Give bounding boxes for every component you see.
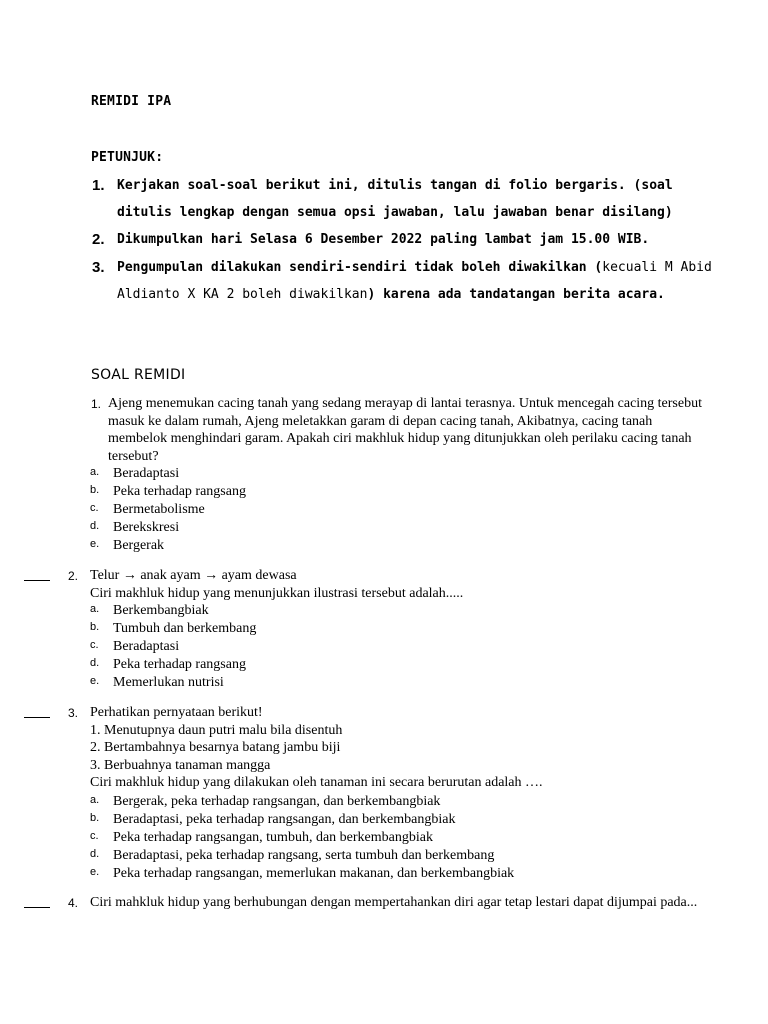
- option-list: [90, 465, 710, 555]
- option-text: Beradaptasi, peka terhadap rangsangan, dan berkembangbiak: [113, 812, 456, 827]
- option-text: Memerlukan nutrisi: [113, 675, 224, 690]
- option-letter: d.: [90, 520, 100, 532]
- option-c[interactable]: [90, 501, 710, 519]
- option-letter: c.: [90, 830, 99, 842]
- option-text: Tumbuh dan berkembang: [113, 621, 257, 636]
- statement-3: 3. Berbuahnya tanaman mangga: [90, 757, 271, 773]
- petunjuk-text: Dikumpulkan hari Selasa 6 Desember 2022 paling lambat jam 15.00 WIB.: [117, 232, 650, 247]
- petunjuk-label: PETUNJUK:: [91, 150, 164, 165]
- question-text: [90, 567, 705, 602]
- question-text: Ciri mahkluk hidup yang berhubungan dengan mempertahankan diri agar tetap lestari dapat dijumpai pada...: [90, 895, 698, 910]
- option-letter: b.: [90, 621, 100, 633]
- option-e[interactable]: [90, 865, 710, 883]
- option-d[interactable]: [90, 656, 710, 674]
- petunjuk-item-1: [92, 172, 712, 226]
- option-c[interactable]: [90, 638, 710, 656]
- petunjuk-item-3: [92, 254, 712, 308]
- option-text: Berkembangbiak: [113, 603, 209, 618]
- option-e[interactable]: [90, 674, 710, 692]
- document-title: REMIDI IPA: [91, 94, 172, 109]
- option-d[interactable]: [90, 847, 710, 865]
- option-letter: b.: [90, 812, 100, 824]
- option-letter: a.: [90, 466, 100, 478]
- question-number: 2.: [68, 569, 79, 583]
- option-text: Berekskresi: [113, 520, 180, 535]
- option-text: Beradaptasi: [113, 466, 180, 481]
- option-a[interactable]: [90, 465, 710, 483]
- petunjuk-text-exception: kecuali M Abid Aldianto X KA 2 boleh diwakilkan: [117, 260, 712, 302]
- option-letter: d.: [90, 848, 100, 860]
- option-list: [90, 793, 710, 883]
- option-letter: b.: [90, 484, 100, 496]
- question-number: 3.: [68, 706, 79, 720]
- option-letter: a.: [90, 794, 100, 806]
- soal-title: SOAL REMIDI: [91, 367, 186, 383]
- question-sequence: Telur → anak ayam → ayam dewasa: [90, 568, 297, 583]
- petunjuk-item-2: [92, 226, 712, 253]
- question-text: Ajeng menemukan cacing tanah yang sedang merayap di lantai terasnya. Untuk mencegah cacing tersebut masuk ke dalam rumah, Ajeng meletakkan garam di depan cacing tanah, Akibatnya, cacing tanah membelok menghindari garam. Apakah ciri makhluk hidup yang ditunjukkan oleh perilaku cacing tanah tersebut?: [108, 396, 702, 464]
- option-c[interactable]: [90, 829, 710, 847]
- question-number: 1.: [91, 397, 102, 411]
- option-text: Bermetabolisme: [113, 502, 205, 517]
- option-text: Peka terhadap rangsang: [113, 657, 246, 672]
- answer-blank[interactable]: [24, 717, 50, 718]
- answer-blank[interactable]: [24, 580, 50, 581]
- petunjuk-number: 3.: [92, 259, 105, 276]
- option-text: Bergerak, peka terhadap rangsangan, dan berkembangbiak: [113, 794, 441, 809]
- question-intro: Perhatikan pernyataan berikut!: [90, 705, 263, 720]
- option-letter: a.: [90, 603, 100, 615]
- option-letter: e.: [90, 538, 100, 550]
- petunjuk-text: [117, 254, 712, 308]
- option-letter: c.: [90, 639, 99, 651]
- petunjuk-text-bold: ) karena ada tandatangan berita acara.: [367, 287, 665, 302]
- option-text: Peka terhadap rangsangan, tumbuh, dan berkembangbiak: [113, 830, 433, 845]
- option-text: Peka terhadap rangsang: [113, 484, 246, 499]
- option-b[interactable]: [90, 811, 710, 829]
- option-letter: d.: [90, 657, 100, 669]
- option-text: Peka terhadap rangsangan, memerlukan makanan, dan berkembangbiak: [113, 866, 515, 881]
- statement-1: 1. Menutupnya daun putri malu bila disentuh: [90, 722, 343, 738]
- option-letter: e.: [90, 866, 100, 878]
- question-number: 4.: [68, 896, 79, 910]
- option-b[interactable]: [90, 483, 710, 501]
- answer-blank[interactable]: [24, 907, 50, 908]
- option-a[interactable]: [90, 602, 710, 620]
- option-letter: c.: [90, 502, 99, 514]
- question-prompt: Ciri makhluk hidup yang dilakukan oleh tanaman ini secara berurutan adalah ….: [90, 775, 543, 790]
- question-prompt: Ciri makhluk hidup yang menunjukkan ilustrasi tersebut adalah.....: [90, 585, 464, 601]
- question-text: [90, 704, 705, 792]
- option-text: Bergerak: [113, 538, 165, 553]
- petunjuk-text-bold: Pengumpulan dilakukan sendiri-sendiri tidak boleh diwakilkan (: [117, 260, 603, 275]
- option-text: Beradaptasi, peka terhadap rangsang, serta tumbuh dan berkembang: [113, 848, 495, 863]
- option-b[interactable]: [90, 620, 710, 638]
- option-d[interactable]: [90, 519, 710, 537]
- option-letter: e.: [90, 675, 100, 687]
- statement-2: 2. Bertambahnya besarnya batang jambu biji: [90, 740, 341, 755]
- petunjuk-number: 1.: [92, 177, 105, 194]
- option-e[interactable]: [90, 537, 710, 555]
- petunjuk-text: Kerjakan soal-soal berikut ini, ditulis tangan di folio bergaris. (soal ditulis lengkap dengan semua opsi jawaban, lalu jawaban benar disilang): [117, 178, 673, 220]
- petunjuk-number: 2.: [92, 231, 105, 248]
- option-list: [90, 602, 710, 692]
- option-a[interactable]: [90, 793, 710, 811]
- option-text: Beradaptasi: [113, 639, 180, 654]
